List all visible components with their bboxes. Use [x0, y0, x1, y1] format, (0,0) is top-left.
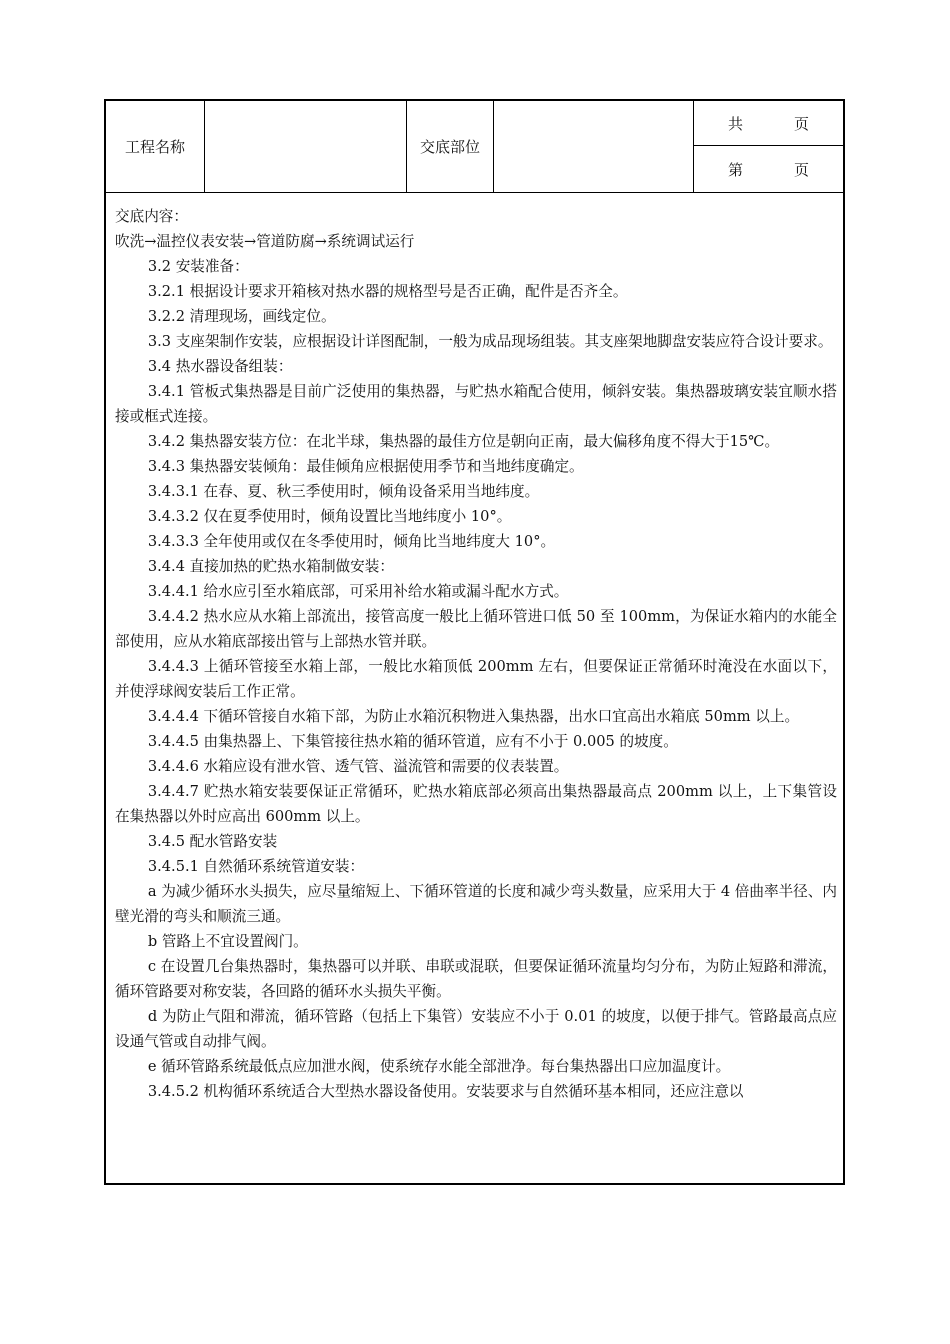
paragraph: 3.2 安装准备： [147, 258, 249, 275]
paragraph: 3.4.5.2 机构循环系统适合大型热水器设备使用。安装要求与自然循环基本相同，还应注意以 [147, 1083, 744, 1100]
paragraph: 3.4.4.1 给水应引至水箱底部，可采用补给水箱或漏斗配水方式。 [147, 583, 569, 600]
paragraph: 3.4.4 直接加热的贮热水箱制做安装： [147, 558, 394, 575]
paragraph: 3.4 热水器设备组装： [147, 358, 293, 375]
content-label: 交底内容： [115, 208, 188, 225]
paragraph: 3.4.5.1 自然循环系统管道安装： [147, 858, 365, 875]
paragraph: 3.3 支座架制作安装，应根据设计详图配制，一般为成品现场组装。其支座架地脚盘安装应符合设计要求。 [147, 333, 833, 350]
paragraph: 3.4.4.2 热水应从水箱上部流出，接管高度一般比上循环管进口低 50 至 100mm，为保证水箱内的水能全部使用，应从水箱底部接出管与上部热水管并联。 [115, 608, 837, 650]
content-body [115, 204, 837, 1104]
paragraph: 3.4.2 集热器安装方位：在北半球，集热器的最佳方位是朝向正南，最大偏移角度不得大于15℃。 [147, 433, 780, 450]
page-label: 第 [728, 161, 744, 179]
disclosure-form [104, 99, 845, 1185]
paragraph: a 为减少循环水头损失，应尽量缩短上、下循环管道的长度和减少弯头数量，应采用大于 4 倍曲率半径、内壁光滑的弯头和顺流三通。 [115, 883, 837, 925]
paragraph: 3.4.4.3 上循环管接至水箱上部，一般比水箱顶低 200mm 左右，但要保证正常循环时淹没在水面以下，并使浮球阀安装后工作正常。 [115, 658, 837, 700]
paragraph: 3.4.3.2 仅在夏季使用时，倾角设置比当地纬度小 10°。 [147, 508, 512, 525]
location-value [494, 101, 694, 192]
paragraph: 3.2.1 根据设计要求开箱核对热水器的规格型号是否正确，配件是否齐全。 [147, 283, 628, 300]
paragraph: 3.4.1 管板式集热器是目前广泛使用的集热器，与贮热水箱配合使用，倾斜安装。集热器玻璃安装宜顺水搭接或框式连接。 [115, 383, 837, 425]
paragraph: b 管路上不宜设置阀门。 [147, 933, 308, 950]
total-pages-row [694, 101, 843, 146]
page-counter [694, 101, 843, 192]
paragraph: e 循环管路系统最低点应加泄水阀，使系统存水能全部泄净。每台集热器出口应加温度计。 [147, 1058, 731, 1075]
total-unit: 页 [793, 114, 809, 133]
paragraph: 3.4.3.1 在春、夏、秋三季使用时，倾角设备采用当地纬度。 [147, 483, 540, 500]
form-header [106, 101, 843, 193]
project-name-label: 工程名称 [106, 101, 205, 192]
project-name-value [205, 101, 407, 192]
paragraph: 3.4.3 集热器安装倾角：最佳倾角应根据使用季节和当地纬度确定。 [147, 458, 584, 475]
paragraph: 吹洗→温控仪表安装→管道防腐→系统调试运行 [115, 233, 415, 250]
paragraph: 3.4.5 配水管路安装 [147, 833, 278, 850]
paragraph: d 为防止气阻和滞流，循环管路（包括上下集管）安装应不小于 0.01 的坡度，以便于排气。管路最高点应设通气管或自动排气阀。 [115, 1008, 837, 1050]
paragraph: 3.4.4.4 下循环管接自水箱下部，为防止水箱沉积物进入集热器，出水口宜高出水箱底 50mm 以上。 [147, 708, 800, 725]
page-unit: 页 [793, 161, 809, 179]
paragraph: 3.4.3.3 全年使用或仅在冬季使用时，倾角比当地纬度大 10°。 [147, 533, 556, 550]
paragraph: 3.4.4.7 贮热水箱安装要保证正常循环，贮热水箱底部必须高出集热器最高点 200mm 以上，上下集管设在集热器以外时应高出 600mm 以上。 [115, 783, 837, 825]
paragraph: 3.4.4.6 水箱应设有泄水管、透气管、溢流管和需要的仪表装置。 [147, 758, 569, 775]
paragraph: c 在设置几台集热器时，集热器可以并联、串联或混联，但要保证循环流量均匀分布，为防止短路和滞流，循环管路要对称安装，各回路的循环水头损失平衡。 [115, 958, 837, 1000]
current-page-row [694, 147, 843, 192]
paragraph: 3.2.2 清理现场，画线定位。 [147, 308, 336, 325]
location-label: 交底部位 [407, 101, 494, 192]
paragraph: 3.4.4.5 由集热器上、下集管接往热水箱的循环管道，应有不小于 0.005 的坡度。 [147, 733, 678, 750]
total-label: 共 [728, 114, 744, 133]
